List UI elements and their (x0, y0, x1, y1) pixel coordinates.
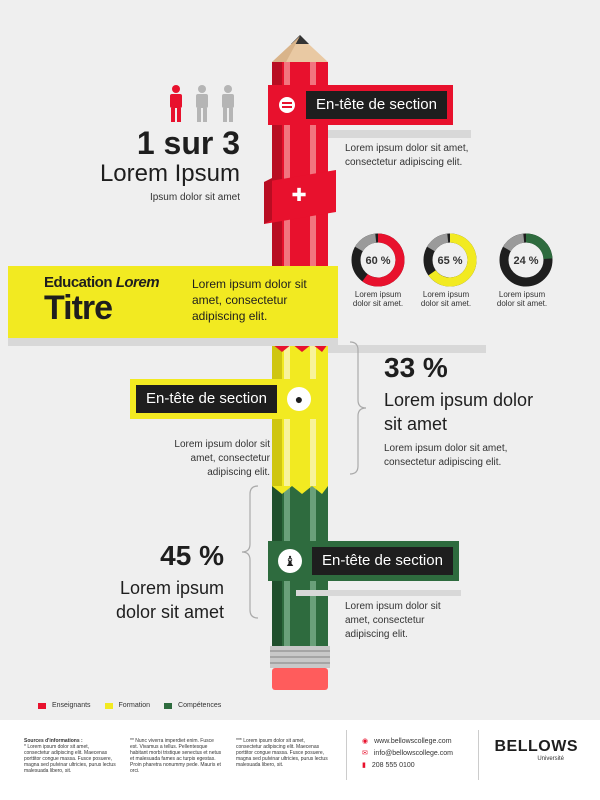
contact-email[interactable]: ✉ info@bellowscollege.com (362, 748, 453, 760)
planet-icon: ● (287, 387, 311, 411)
contact-phone[interactable]: ▮ 208 555 0100 (362, 760, 453, 772)
footer-note-2: ** Nunc viverra imperdiet enim. Fusce est. Vivamus a tellus. Pellentesque habitant morbi tristique senectus et netus et malesuada fames ac turpis egestas. Proin pharetra nonummy pede. Mauris et orci. (130, 738, 222, 774)
legend-item: Formation (105, 702, 151, 709)
globe-icon: ◉ (362, 738, 369, 745)
donut-value-label: 24 % (513, 255, 539, 267)
people-icons (164, 84, 244, 124)
stat2-sub: Lorem ipsum dolor sit amet (384, 390, 534, 434)
chess-piece-icon: ♝ (278, 549, 302, 573)
section3-label: En-tête de section (312, 547, 453, 575)
banner-text: Lorem ipsum dolor sit amet, consectetur adipiscing elit. (192, 277, 307, 323)
section3-header (268, 544, 459, 578)
section2-label: En-tête de section (136, 385, 277, 413)
person-gray-icon (196, 85, 208, 122)
brand-logo (488, 738, 578, 762)
puzzle-icon: ✚ (291, 185, 307, 205)
stat1-caption: Ipsum dolor sit amet (149, 192, 240, 203)
stat1-sub: Lorem Ipsum (99, 160, 240, 187)
section3-text: Lorem ipsum dolor sit amet, consectetur adipiscing elit. (345, 601, 441, 640)
legend-item: Compétences (164, 702, 221, 709)
phone-icon: ▮ (362, 762, 366, 769)
footer-note-3: *** Lorem ipsum dolor sit amet, consectetur adipiscing elit. Maecenas porttitor congue massa. Fusce posuere, magna sed pulvinar ultricies, purus lectus malesuada libero, sit. (236, 738, 328, 768)
section1-label: En-tête de section (306, 91, 447, 119)
donut-chart (496, 230, 556, 290)
donut-charts (350, 228, 560, 292)
section1-text: Lorem ipsum dolor sit amet, consectetur adipiscing elit. (345, 143, 469, 168)
stat3-sub: Lorem ipsum dolor sit amet (115, 578, 224, 622)
donut2-caption: Lorem ipsum dolor sit amet. (420, 290, 472, 308)
donut-chart (420, 230, 480, 290)
contact-list (362, 736, 453, 772)
legend-item: Enseignants (38, 702, 91, 709)
donut3-caption: Lorem ipsum dolor sit amet. (496, 290, 548, 308)
legend (38, 702, 221, 709)
person-gray-icon (222, 85, 234, 122)
section1-header (268, 88, 453, 122)
footer-note-1: Sources d'informations : * Lorem ipsum dolor sit amet, consectetur adipiscing elit. Maecenas porttitor congue massa. Fusce posuere, magna sed pulvinar ultricies, purus lectus malesuada libero, sit. (24, 738, 116, 774)
banner-line1-italic: Lorem (115, 274, 160, 291)
banner-heading (44, 274, 159, 325)
section2-text: Lorem ipsum dolor sit amet, consectetur adipiscing elit. (174, 439, 270, 478)
contact-website[interactable]: ◉ www.bellowscollege.com (362, 736, 453, 748)
hamburger-icon (279, 97, 295, 113)
donut-value-label: 60 % (365, 255, 391, 267)
donut-chart (350, 230, 408, 290)
brand-sub: Université (537, 756, 564, 762)
brand-name: BELLOWS (494, 738, 578, 755)
stat1-big: 1 sur 3 (136, 125, 240, 161)
section2-header (130, 382, 321, 416)
footer (0, 720, 600, 800)
stat3-big: 45 % (160, 540, 224, 571)
stat2-big: 33 % (384, 352, 448, 383)
banner-line1: Education (44, 274, 113, 291)
stat2-text: Lorem ipsum dolor sit amet, consectetur adipiscing elit. (384, 443, 508, 468)
person-red-icon (170, 85, 182, 122)
donut1-caption: Lorem ipsum dolor sit amet. (352, 290, 404, 308)
envelope-icon: ✉ (362, 750, 368, 757)
banner-title: Titre (44, 289, 113, 327)
donut-value-label: 65 % (437, 255, 463, 267)
